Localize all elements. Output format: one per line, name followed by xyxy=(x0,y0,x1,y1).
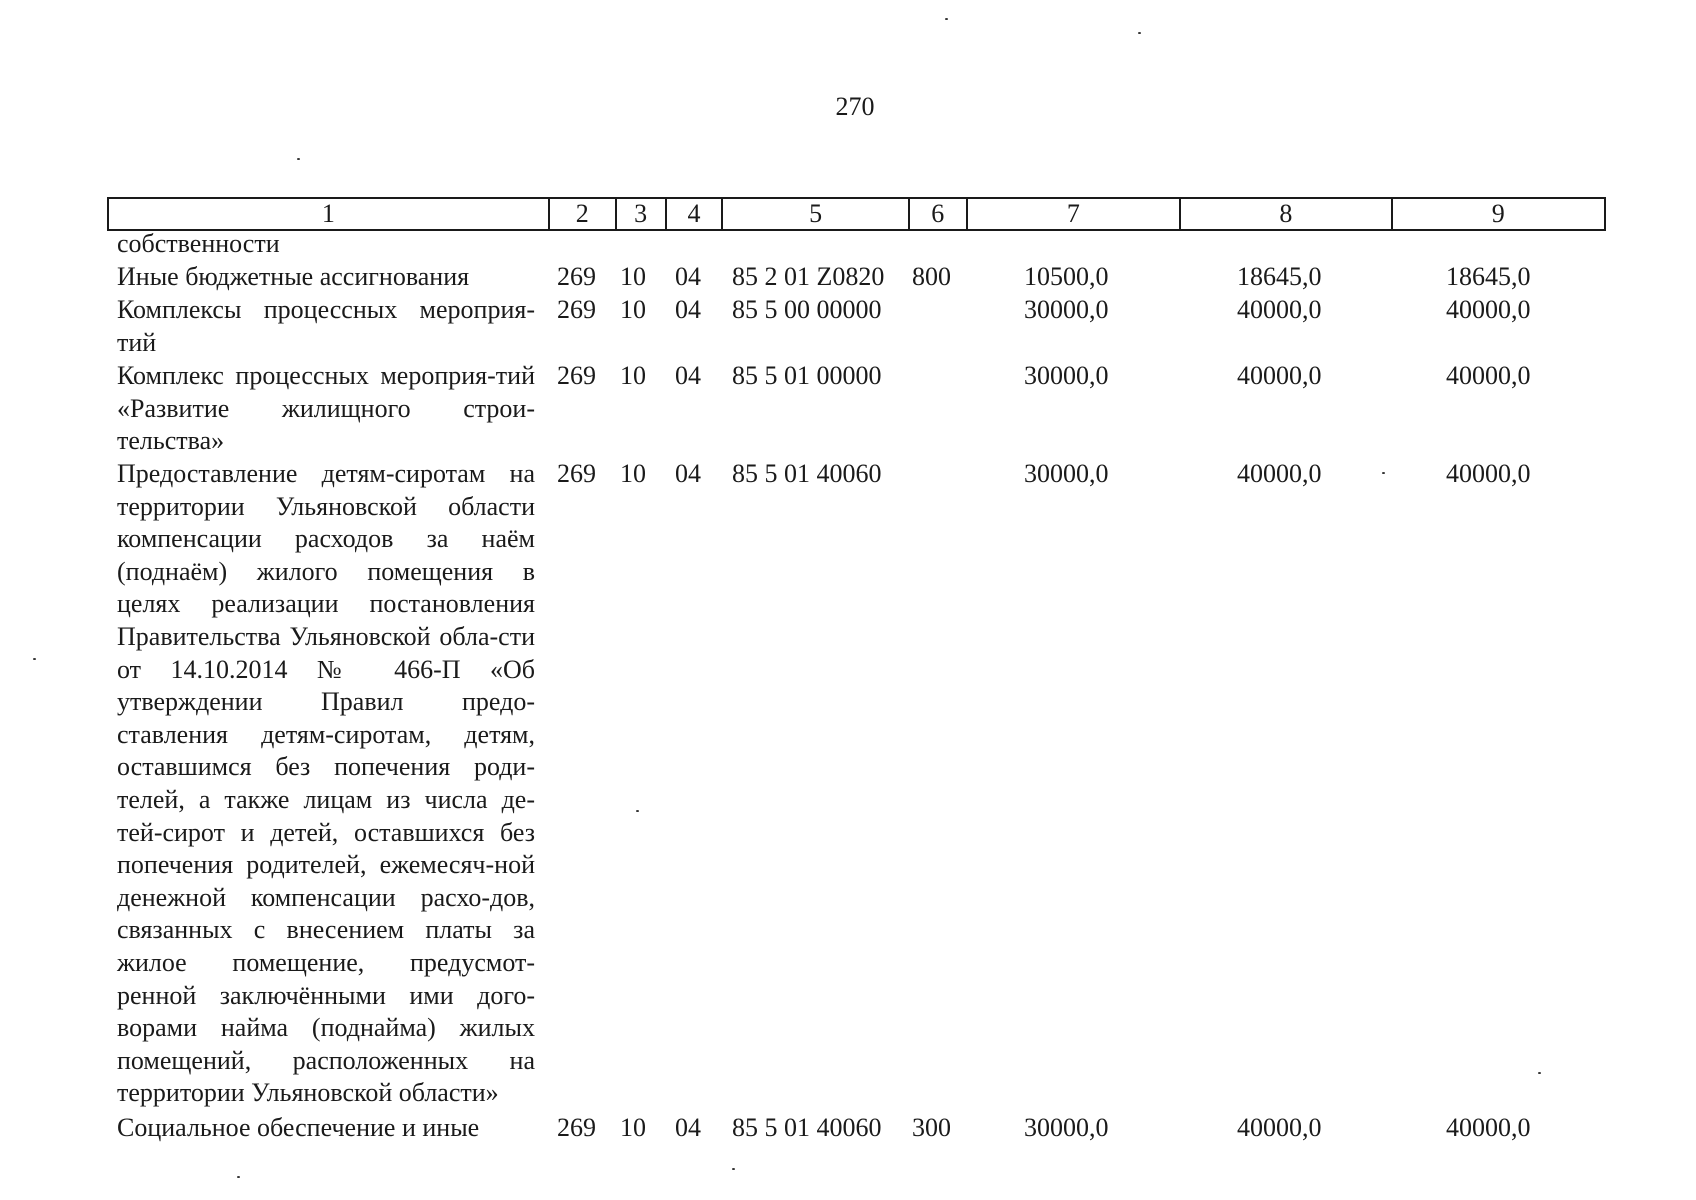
cell-col-9: 18645,0 xyxy=(1446,262,1531,291)
scan-speck xyxy=(1138,32,1141,34)
cell-col-8: 40000,0 xyxy=(1237,459,1322,488)
scan-speck xyxy=(1382,472,1385,474)
scan-speck xyxy=(237,1176,240,1178)
row-name: Социальное обеспечение и иные xyxy=(117,1113,480,1142)
cell-col-9: 40000,0 xyxy=(1446,295,1531,324)
cell-col-8: 40000,0 xyxy=(1237,361,1322,390)
cell-col-8: 40000,0 xyxy=(1237,1113,1322,1142)
cell-col-3: 10 xyxy=(620,361,646,390)
cell-col-5: 85 5 00 00000 xyxy=(732,295,882,324)
scan-speck xyxy=(1538,1072,1541,1074)
header-col-3: 3 xyxy=(617,199,667,229)
row-name: Предоставление детям-сиротам на территории Ульяновской области компенсации расходов за наём (поднаём) жилого помещения в целях реализации постановления Правительства Ульяновской обла-сти от 14.10.2014 № 466-П «Об утверждении Правил предо-ставления детям-сиротам, детям, оставшимся без попечения роди-телей, а также лицам из числа де-тей-сирот и детей, оставшихся без попечения родителей, ежемесяч-ной денежной компенсации расхо-дов, связанных с внесением платы за жилое помещение, предусмот-ренной заключёнными ими дого-ворами найма (поднайма) жилых помещений, расположенных на территории Ульяновской области» xyxy=(117,459,535,1108)
cell-col-4: 04 xyxy=(675,295,701,324)
cell-col-5: 85 5 01 40060 xyxy=(732,459,882,488)
header-col-7: 7 xyxy=(968,199,1181,229)
cell-col-2: 269 xyxy=(557,1113,596,1142)
cell-col-9: 40000,0 xyxy=(1446,459,1531,488)
cell-col-4: 04 xyxy=(675,459,701,488)
page-number: 270 xyxy=(835,92,875,121)
cell-col-2: 269 xyxy=(557,262,596,291)
cell-col-3: 10 xyxy=(620,459,646,488)
cell-col-5: 85 2 01 Z0820 xyxy=(732,262,885,291)
header-col-5: 5 xyxy=(723,199,910,229)
row-name: собственности xyxy=(117,229,280,258)
cell-col-9: 40000,0 xyxy=(1446,1113,1531,1142)
cell-col-5: 85 5 01 40060 xyxy=(732,1113,882,1142)
cell-col-8: 40000,0 xyxy=(1237,295,1322,324)
scan-speck xyxy=(636,810,639,812)
header-col-4: 4 xyxy=(667,199,724,229)
cell-col-7: 30000,0 xyxy=(1024,459,1109,488)
cell-col-7: 30000,0 xyxy=(1024,361,1109,390)
cell-col-7: 30000,0 xyxy=(1024,1113,1109,1142)
cell-col-6: 300 xyxy=(912,1113,951,1142)
row-name: Комплекс процессных мероприя-тий «Развитие жилищного строи-тельства» xyxy=(117,361,535,456)
header-col-6: 6 xyxy=(910,199,968,229)
cell-col-9: 40000,0 xyxy=(1446,361,1531,390)
scan-speck xyxy=(732,1168,735,1170)
cell-col-7: 10500,0 xyxy=(1024,262,1109,291)
cell-col-2: 269 xyxy=(557,295,596,324)
table-header xyxy=(107,197,1606,231)
cell-col-8: 18645,0 xyxy=(1237,262,1322,291)
cell-col-6: 800 xyxy=(912,262,951,291)
cell-col-5: 85 5 01 00000 xyxy=(732,361,882,390)
header-col-9: 9 xyxy=(1491,199,1505,228)
cell-col-4: 04 xyxy=(675,262,701,291)
row-name: Комплексы процессных мероприя-тий xyxy=(117,295,535,357)
header-col-2: 2 xyxy=(550,199,617,229)
cell-col-3: 10 xyxy=(620,262,646,291)
cell-col-7: 30000,0 xyxy=(1024,295,1109,324)
cell-col-3: 10 xyxy=(620,1113,646,1142)
scan-speck xyxy=(33,658,36,660)
cell-col-4: 04 xyxy=(675,1113,701,1142)
cell-col-4: 04 xyxy=(675,361,701,390)
scan-speck xyxy=(297,158,300,160)
cell-col-2: 269 xyxy=(557,459,596,488)
cell-col-2: 269 xyxy=(557,361,596,390)
row-name: Иные бюджетные ассигнования xyxy=(117,262,470,291)
header-col-8: 8 xyxy=(1181,199,1392,229)
scan-speck xyxy=(945,18,948,20)
cell-col-3: 10 xyxy=(620,295,646,324)
header-col-1: 1 xyxy=(109,199,550,229)
